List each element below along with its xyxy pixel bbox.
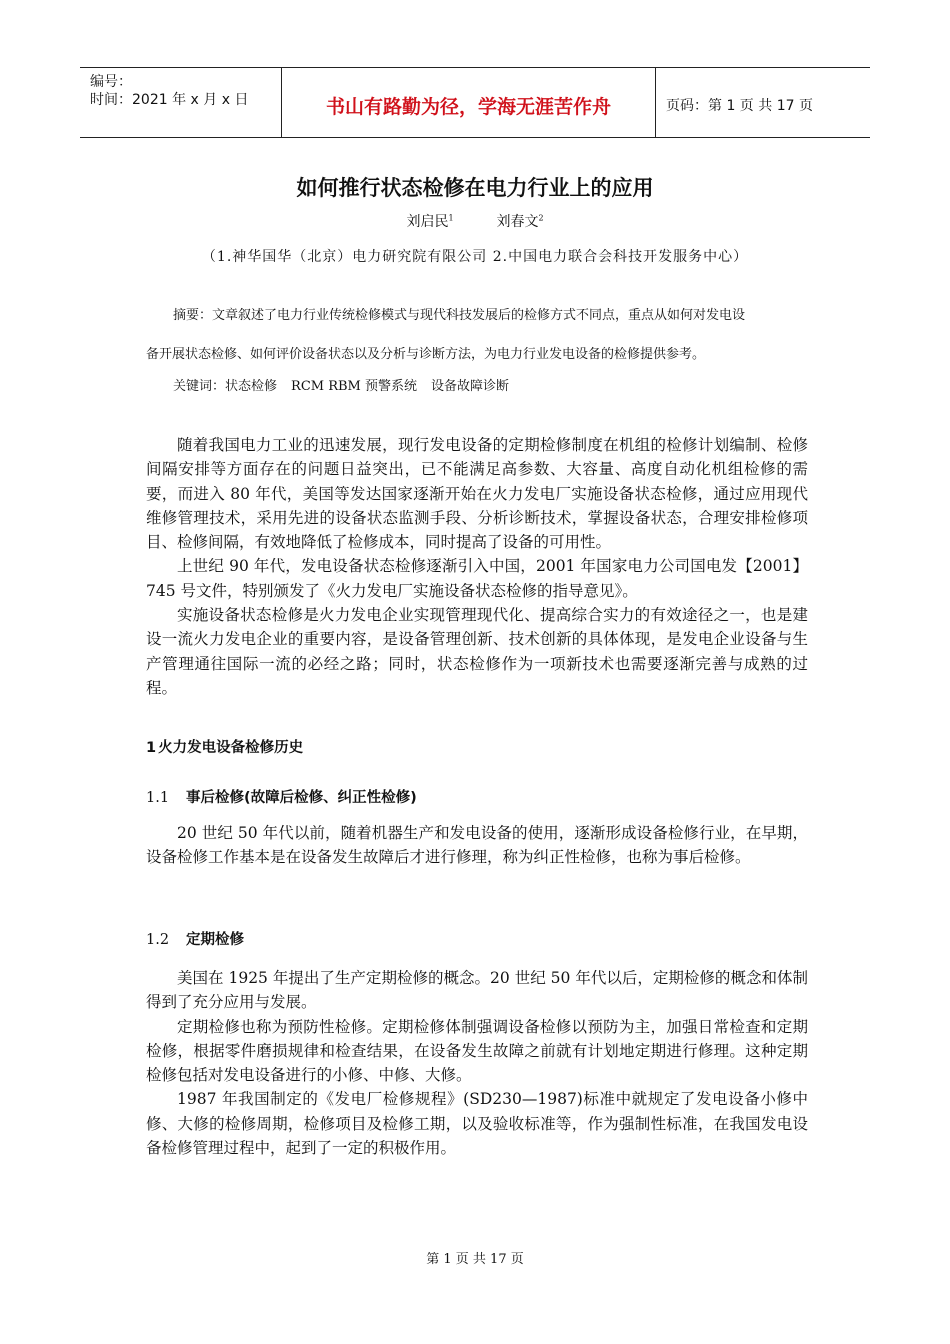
keyword: 设备故障诊断 xyxy=(431,379,510,394)
keywords xyxy=(146,375,806,394)
subsection-heading xyxy=(146,786,417,807)
header-motto: 书山有路勤为径，学海无涯苦作舟 xyxy=(325,96,611,118)
subsection-title: 定期检修 xyxy=(186,932,244,948)
page-header xyxy=(80,67,870,138)
keyword: 状态检修 xyxy=(225,379,278,394)
subsection-heading xyxy=(146,928,244,949)
author-list xyxy=(0,211,950,231)
section-heading xyxy=(146,736,303,757)
abstract-line: 备开展状态检修、如何评价设备状态以及分析与诊断方法，为电力行业发电设备的检修提供参考。 xyxy=(146,347,706,362)
body-paragraph: 1987 年我国制定的《发电厂检修规程》(SD230—1987)标准中就规定了发电设备小修中修、大修的检修周期，检修项目及检修工期，以及验收标准等，作为强制性标准，在我国发电设备检修管理过程中，起到了一定的积极作用。 xyxy=(146,1090,808,1158)
author-affiliation-mark: 2 xyxy=(538,213,544,223)
author-name: 刘启民 xyxy=(406,214,449,230)
body-paragraph: 定期检修也称为预防性检修。定期检修体制强调设备检修以预防为主，加强日常检查和定期检修，根据零件磨损规律和检查结果，在设备发生故障之前就有计划地定期进行修理。这种定期检修包括对发电设备进行的小修、中修、大修。 xyxy=(146,1017,808,1085)
subsection-body xyxy=(146,821,808,870)
subsection-body xyxy=(146,966,808,1160)
body-paragraph: 20 世纪 50 年代以前，随着机器生产和发电设备的使用，逐渐形成设备检修行业，在早期，设备检修工作基本是在设备发生故障后才进行修理，称为纠正性检修，也称为事后检修。 xyxy=(146,824,808,867)
author-affiliation-mark: 1 xyxy=(448,213,454,223)
section-number: 1 xyxy=(146,740,157,756)
header-meta-cell xyxy=(80,68,282,137)
page-footer: 第 1 页 共 17 页 xyxy=(426,1252,524,1267)
body-paragraph: 美国在 1925 年提出了生产定期检修的概念。20 世纪 50 年代以后，定期检修的概念和体制得到了充分应用与发展。 xyxy=(146,969,808,1012)
body-paragraph: 实施设备状态检修是火力发电企业实现管理现代化、提高综合实力的有效途径之一，也是建设一流火力发电企业的重要内容，是设备管理创新、技术创新的具体体现，是发电企业设备与生产管理通往国际一流的必经之路；同时，状态检修作为一项新技术也需要逐渐完善与成熟的过程。 xyxy=(146,606,808,697)
subsection-number: 1.2 xyxy=(146,932,170,948)
header-motto-cell xyxy=(282,68,656,137)
subsection-title: 事后检修(故障后检修、纠正性检修) xyxy=(186,790,417,806)
author-name: 刘春文 xyxy=(496,214,539,230)
article-title: 如何推行状态检修在电力行业上的应用 xyxy=(296,176,654,200)
body-paragraph: 上世纪 90 年代，发电设备状态检修逐渐引入中国，2001 年国家电力公司国电发【2001】745 号文件，特别颁发了《火力发电厂实施设备状态检修的指导意见》。 xyxy=(146,557,808,600)
abstract-line: 摘要：文章叙述了电力行业传统检修模式与现代科技发展后的检修方式不同点，重点从如何对发电设 xyxy=(173,308,746,323)
intro-section xyxy=(146,433,808,700)
header-page-number: 页码：第 1 页 共 17 页 xyxy=(666,98,813,114)
affiliation: （1.神华国华（北京）电力研究院有限公司 2.中国电力联合会科技开发服务中心） xyxy=(201,249,749,265)
document-date: 时间：2021 年 x 月 x 日 xyxy=(90,92,249,108)
keyword: RCM RBM 预警系统 xyxy=(291,379,417,394)
section-title: 火力发电设备检修历史 xyxy=(158,740,304,756)
header-page-cell xyxy=(656,68,870,137)
document-number: 编号： xyxy=(90,74,132,90)
keywords-label: 关键词： xyxy=(173,379,226,394)
body-paragraph: 随着我国电力工业的迅速发展，现行发电设备的定期检修制度在机组的检修计划编制、检修间隔安排等方面存在的问题日益突出，已不能满足高参数、大容量、高度自动化机组检修的需要，而进入 80 年代，美国等发达国家逐渐开始在火力发电厂实施设备状态检修，通过应用现代维修管理技术，采用先进的设备状态监测手段、分析诊断技术，掌握设备状态，合理安排检修项目、检修间隔，有效地降低了检修成本，同时提高了设备的可用性。 xyxy=(146,436,808,552)
subsection-number: 1.1 xyxy=(146,790,170,806)
